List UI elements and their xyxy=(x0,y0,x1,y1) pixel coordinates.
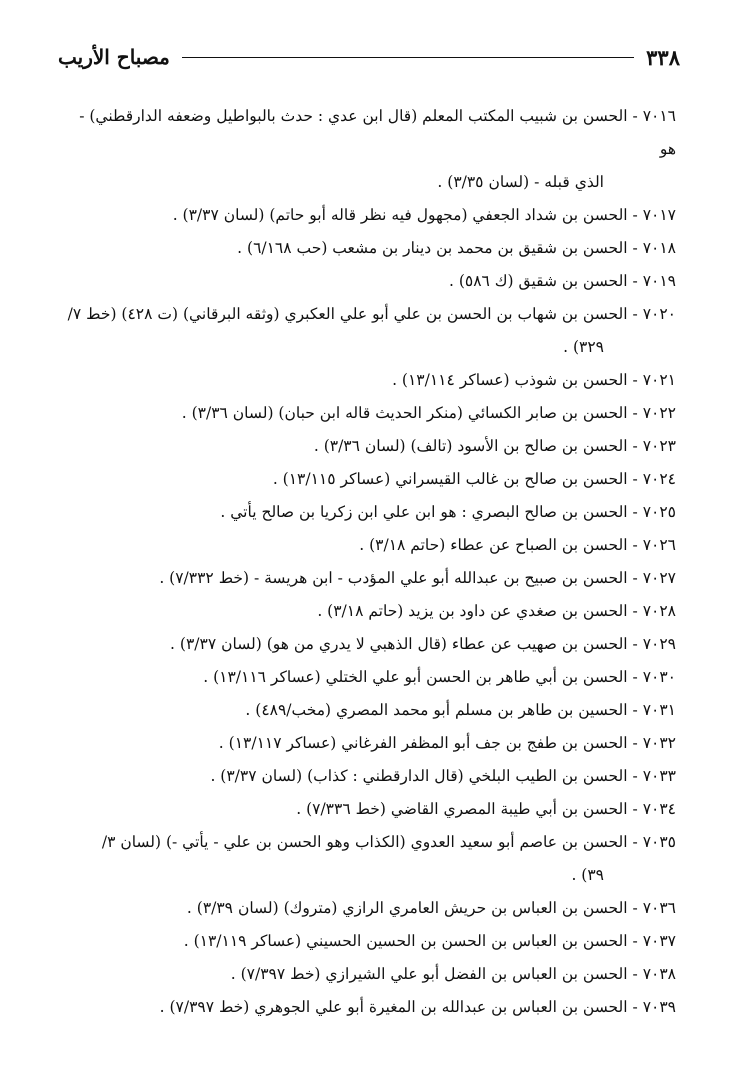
entry-line: ٧٠٣٤ - الحسن بن أبي طيبة المصري القاضي (خط ٧/٣٣٦) . xyxy=(296,800,676,818)
entry-7020 xyxy=(64,298,676,364)
entry-line: ٧٠٢٨ - الحسن بن صغدي عن داود بن يزيد (حاتم ٣/١٨) . xyxy=(317,602,676,620)
entry-7021 xyxy=(64,364,676,397)
entry-line: ٧٠٢٦ - الحسن بن الصباح عن عطاء (حاتم ٣/١٨) . xyxy=(359,536,676,554)
entry-7026 xyxy=(64,529,676,562)
entry-7016 xyxy=(64,100,676,199)
entry-line: ٧٠٣٧ - الحسن بن العباس بن الحسن بن الحسين الحسيني (عساكر ١٣/١١٩) . xyxy=(183,932,676,950)
entry-7029 xyxy=(64,628,676,661)
entry-line: ٧٠١٨ - الحسن بن شقيق بن محمد بن دينار بن مشعب (حب ٦/١٦٨) . xyxy=(237,239,676,257)
entry-line: ٧٠٣١ - الحسين بن طاهر بن مسلم أبو محمد المصري (مخب/٤٨٩) . xyxy=(245,701,676,719)
page-number: ٣٣٨ xyxy=(646,44,680,70)
entry-line: ٧٠٢٠ - الحسن بن شهاب بن الحسن بن علي أبو علي العكبري (وثقه البرقاني) (ت ٤٢٨) (خط ٧/ xyxy=(67,305,676,323)
entry-7033 xyxy=(64,760,676,793)
entry-7036 xyxy=(64,892,676,925)
entry-7017 xyxy=(64,199,676,232)
entry-line: ٧٠٣٣ - الحسن بن الطيب البلخي (قال الدارقطني : كذاب) (لسان ٣/٣٧) . xyxy=(210,767,676,785)
entry-continuation: ٣٢٩) . xyxy=(563,338,604,356)
entry-line: ٧٠٣٦ - الحسن بن العباس بن حريش العامري الرازي (متروك) (لسان ٣/٣٩) . xyxy=(186,899,676,917)
entry-line: ٧٠٣٢ - الحسن بن طفج بن جف أبو المظفر الفرغاني (عساكر ١٣/١١٧) . xyxy=(218,734,676,752)
entry-line: ٧٠١٦ - الحسن بن شبيب المكتب المعلم (قال ابن عدي : حدث بالبواطيل وضعفه الدارقطني) - هو xyxy=(79,107,676,158)
entry-line: ٧٠١٧ - الحسن بن شداد الجعفي (مجهول فيه نظر قاله أبو حاتم) (لسان ٣/٣٧) . xyxy=(172,206,676,224)
entry-line: ٧٠٢١ - الحسن بن شوذب (عساكر ١٣/١١٤) . xyxy=(392,371,676,389)
entry-7024 xyxy=(64,463,676,496)
entry-line: ٧٠٣٠ - الحسن بن أبي طاهر بن الحسن أبو علي الختلي (عساكر ١٣/١١٦) . xyxy=(203,668,676,686)
entry-7035 xyxy=(64,826,676,892)
entry-list xyxy=(64,100,676,1024)
entry-7038 xyxy=(64,958,676,991)
header-rule xyxy=(182,57,634,58)
entry-line: ٧٠٣٩ - الحسن بن العباس بن عبدالله بن المغيرة أبو علي الجوهري (خط ٧/٣٩٧) . xyxy=(159,998,676,1016)
entry-line: ٧٠٢٩ - الحسن بن صهيب عن عطاء (قال الذهبي لا يدري من هو) (لسان ٣/٣٧) . xyxy=(170,635,676,653)
entry-continuation: ٣٩) . xyxy=(571,866,604,884)
entry-line: ٧٠٢٤ - الحسن بن صالح بن غالب القيسراني (عساكر ١٣/١١٥) . xyxy=(272,470,676,488)
entry-continuation: الذي قبله - (لسان ٣/٣٥) . xyxy=(437,173,604,191)
entry-line: ٧٠٢٢ - الحسن بن صابر الكسائي (منكر الحديث قاله ابن حبان) (لسان ٣/٣٦) . xyxy=(181,404,676,422)
entry-7019 xyxy=(64,265,676,298)
entry-line: ٧٠٢٣ - الحسن بن صالح بن الأسود (تالف) (لسان ٣/٣٦) . xyxy=(313,437,676,455)
entry-7030 xyxy=(64,661,676,694)
entry-7022 xyxy=(64,397,676,430)
entry-7031 xyxy=(64,694,676,727)
entry-7023 xyxy=(64,430,676,463)
entry-7037 xyxy=(64,925,676,958)
entry-7027 xyxy=(64,562,676,595)
page-header xyxy=(58,40,680,74)
entry-7018 xyxy=(64,232,676,265)
entry-7028 xyxy=(64,595,676,628)
entry-line: ٧٠٢٥ - الحسن بن صالح البصري : هو ابن علي ابن زكريا بن صالح يأتي . xyxy=(220,503,676,521)
entry-line: ٧٠١٩ - الحسن بن شقيق (ك ٥٨٦) . xyxy=(448,272,676,290)
entry-7025 xyxy=(64,496,676,529)
entry-line: ٧٠٣٥ - الحسن بن عاصم أبو سعيد العدوي (الكذاب وهو الحسن بن علي - يأتي -) (لسان ٣/ xyxy=(101,833,676,851)
entry-7034 xyxy=(64,793,676,826)
book-title: مصباح الأريب xyxy=(58,45,170,69)
entry-line: ٧٠٣٨ - الحسن بن العباس بن الفضل أبو علي الشيرازي (خط ٧/٣٩٧) . xyxy=(230,965,676,983)
entry-line: ٧٠٢٧ - الحسن بن صبيح بن عبدالله أبو علي المؤدب - ابن هريسة - (خط ٧/٣٣٢) . xyxy=(159,569,676,587)
entry-7032 xyxy=(64,727,676,760)
entry-7039 xyxy=(64,991,676,1024)
